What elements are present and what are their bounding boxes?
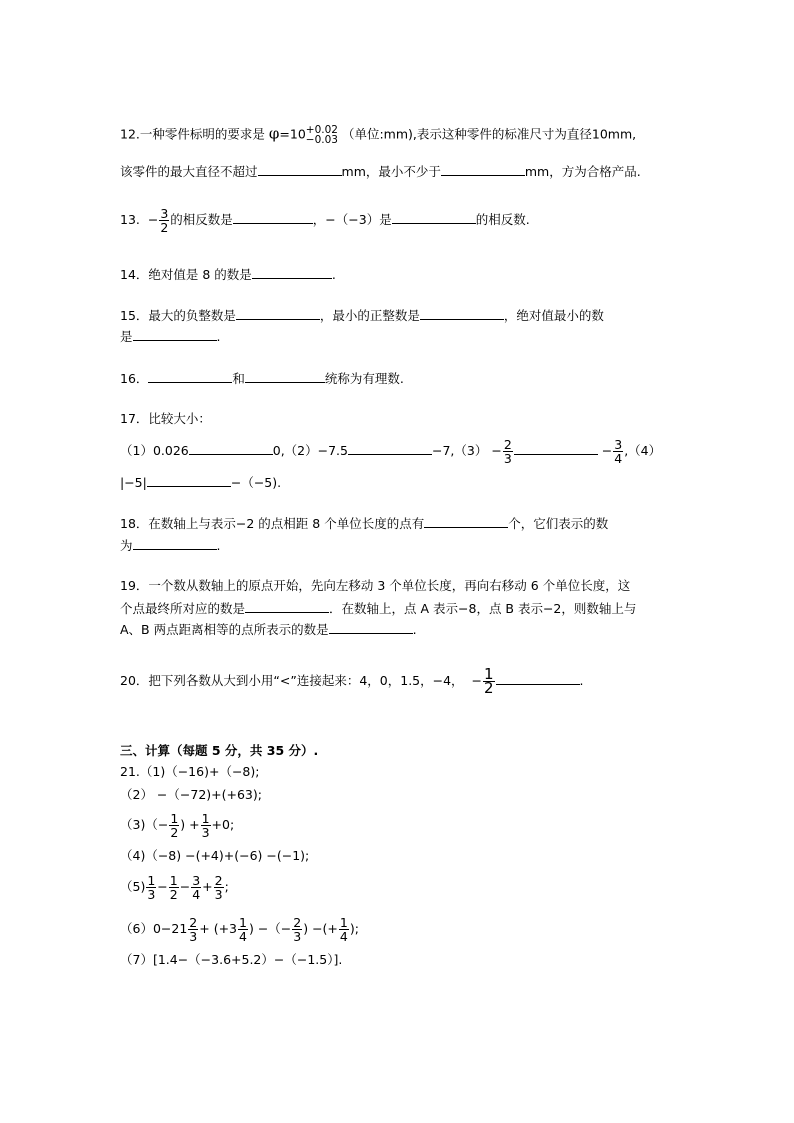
answer-blank[interactable] <box>392 211 476 224</box>
answer-blank[interactable] <box>252 266 332 279</box>
fraction: $\frac{2}{3}$ <box>503 437 512 466</box>
fraction: $\frac{2}{3}$ <box>189 915 198 944</box>
answer-blank[interactable] <box>329 621 413 634</box>
answer-blank[interactable] <box>233 211 313 224</box>
q19-line2: 个点最终所对应的数是 ．在数轴上，点 A 表示−8，点 B 表示−2，则数轴上与 <box>120 601 637 616</box>
fraction: $\frac{1}{2}$ <box>483 665 494 697</box>
answer-blank[interactable] <box>514 442 598 455</box>
q12-line2: 该零件的最大直径不超过 mm，最小不少于 mm，方为合格产品. <box>120 164 641 179</box>
q12-line1: 12.一种零件标明的要求是 φ=10 +0.02 −0.03 （单位:mm),表示这种零件的标准尺寸为直径10mm, <box>120 124 637 146</box>
q19-line3: A、B 两点距离相等的点所表示的数是 . <box>120 622 417 637</box>
fraction: $\frac{2}{3}$ <box>293 915 302 944</box>
answer-blank[interactable] <box>245 600 329 613</box>
q20: 20．把下列各数从大到小用“<”连接起来：4，0，1.5，−4， − $\frac{1}{2}$ . <box>120 665 584 697</box>
fraction: $\frac{3}{2}$ <box>160 206 169 235</box>
answer-blank[interactable] <box>147 474 231 487</box>
q17-line2: （1）0.026 0,（2）−7.5 −7,（3） − $\frac{2}{3}$ − $\frac{3}{4}$ ,（4） <box>120 437 662 466</box>
q17-title: 17．比较大小： <box>120 411 211 426</box>
q21-line1: 21.（1)（−16)+（−8); <box>120 764 260 779</box>
answer-blank[interactable] <box>148 370 232 383</box>
q21-line7: （7）[1.4−（−3.6+5.2）−（−1.5）]. <box>120 952 343 967</box>
fraction: $\frac{2}{3}$ <box>214 873 223 902</box>
tolerance: +0.02 −0.03 <box>305 124 338 146</box>
answer-blank[interactable] <box>496 672 580 685</box>
answer-blank[interactable] <box>420 307 504 320</box>
q15-line1: 15．最大的负整数是 ，最小的正整数是 ，绝对值最小的数 <box>120 308 604 323</box>
fraction: $\frac{1}{3}$ <box>201 811 210 840</box>
answer-blank[interactable] <box>236 307 320 320</box>
answer-blank[interactable] <box>424 515 508 528</box>
answer-blank[interactable] <box>258 163 342 176</box>
fraction: $\frac{3}{4}$ <box>614 437 623 466</box>
q21-line5: （5) $\frac{1}{3}$ − $\frac{1}{2}$ − $\frac{3}{4}$ + $\frac{2}{3}$ ; <box>120 873 229 902</box>
answer-blank[interactable] <box>441 163 525 176</box>
q21-line4: （4)（−8) −(+4)+(−6) −(−1); <box>120 848 310 863</box>
q18-line2: 为 . <box>120 538 221 553</box>
q21-line3: （3)（− $\frac{1}{2}$ ) + $\frac{1}{3}$ +0; <box>120 811 235 840</box>
q17-line3: |−5| −（−5). <box>120 475 282 490</box>
answer-blank[interactable] <box>348 442 432 455</box>
q19-line1: 19．一个数从数轴上的原点开始，先向左移动 3 个单位长度，再向右移动 6 个单位长度，这 <box>120 578 631 593</box>
q13: 13. − $\frac{3}{2}$ 的相反数是 ，−（−3）是 的相反数. <box>120 206 530 235</box>
answer-blank[interactable] <box>133 328 217 341</box>
q18-line1: 18．在数轴上与表示−2 的点相距 8 个单位长度的点有 个，它们表示的数 <box>120 516 609 531</box>
fraction: $\frac{1}{4}$ <box>239 915 247 944</box>
q16: 16． 和 统称为有理数. <box>120 371 404 386</box>
fraction: $\frac{1}{4}$ <box>339 915 348 944</box>
section-3-title: 三、计算（每题 5 分，共 35 分）. <box>120 743 319 758</box>
fraction: $\frac{1}{3}$ <box>147 873 156 902</box>
q21-line2: （2） −（−72)+(+63); <box>120 787 262 802</box>
fraction: $\frac{1}{2}$ <box>170 811 179 840</box>
q15-line2: 是 . <box>120 329 221 344</box>
fraction: $\frac{1}{2}$ <box>169 873 178 902</box>
answer-blank[interactable] <box>245 370 325 383</box>
q14: 14．绝对值是 8 的数是 . <box>120 267 336 282</box>
answer-blank[interactable] <box>133 537 217 550</box>
fraction: $\frac{3}{4}$ <box>192 873 201 902</box>
answer-blank[interactable] <box>189 442 273 455</box>
q21-line6: （6）0−21 $\frac{2}{3}$ + (+3 $\frac{1}{4}$ ) −（− $\frac{2}{3}$ ) −(+ $\frac{1}{4}$ ); <box>120 915 359 944</box>
phi-symbol: φ <box>268 124 280 143</box>
